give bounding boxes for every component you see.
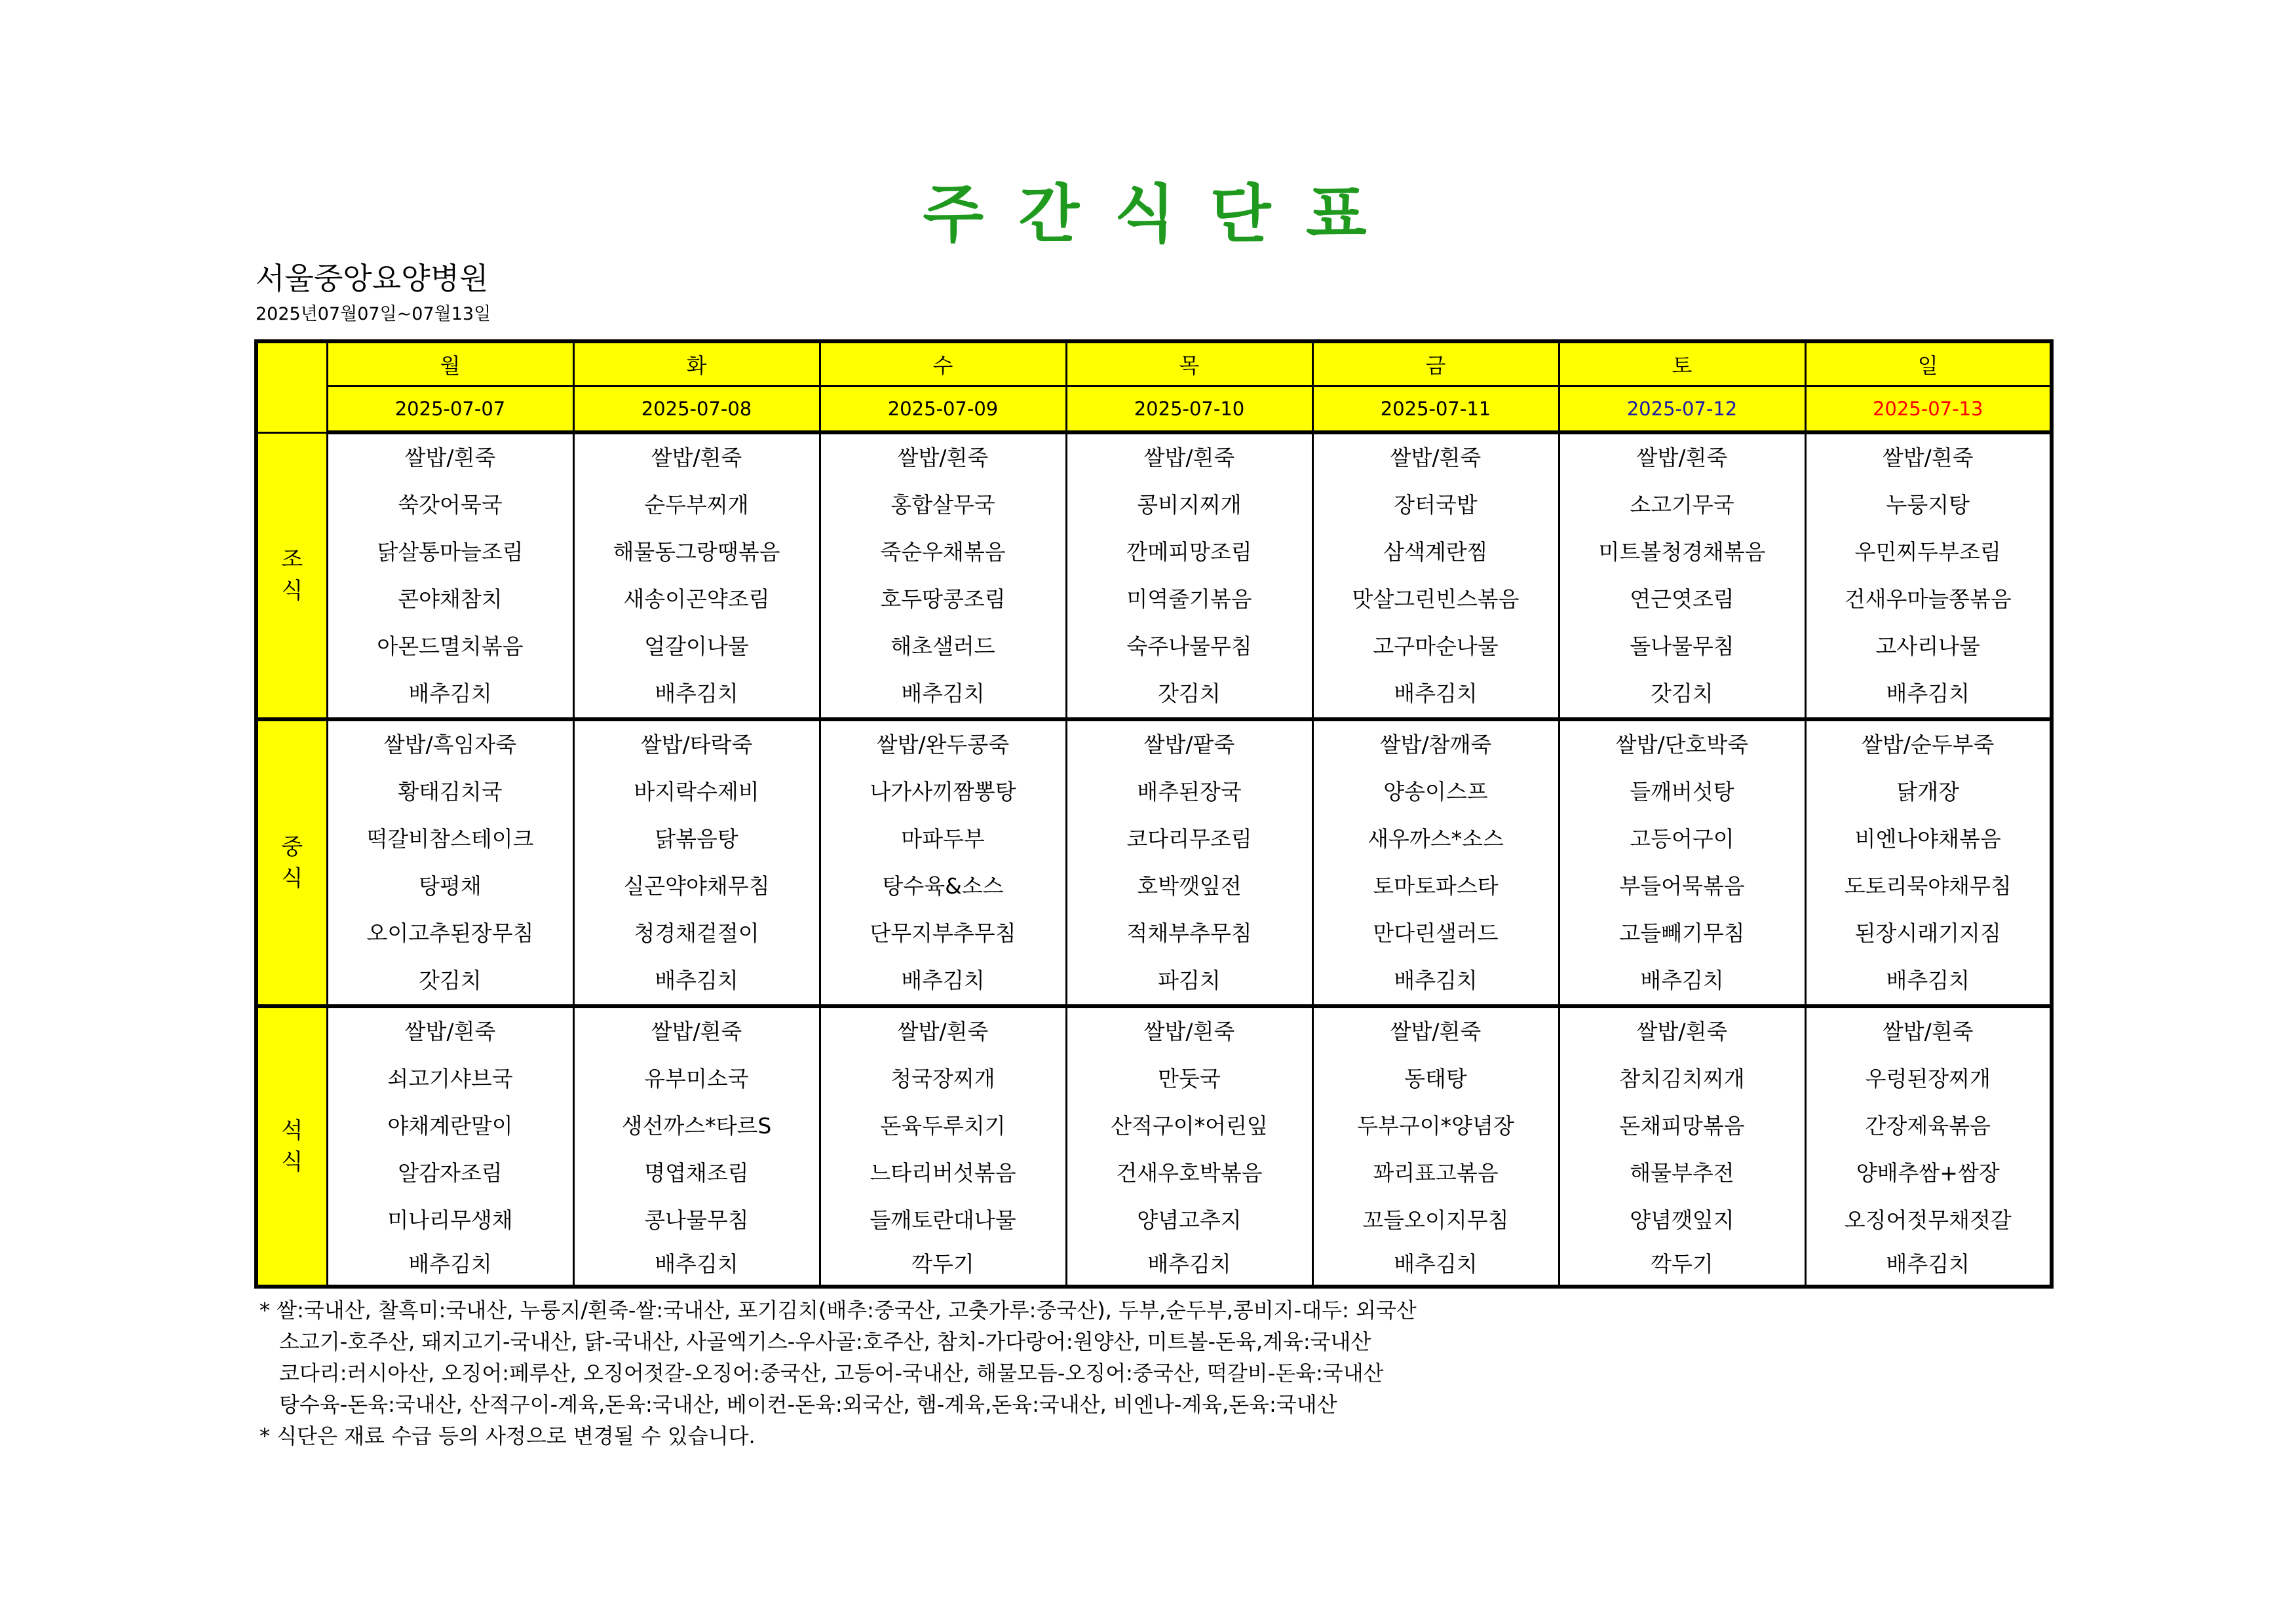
dish-cell: 닭살통마늘조림 xyxy=(327,529,573,576)
dish-cell: 콩비지찌개 xyxy=(1066,482,1312,529)
meal-label xyxy=(256,432,327,719)
meal-label xyxy=(256,1006,327,1287)
day-label: 일 xyxy=(1805,341,2052,387)
dish-cell: 고구마순나물 xyxy=(1312,623,1559,670)
dish-cell: 배추김치 xyxy=(1312,957,1559,1006)
dish-cell: 토마토파스타 xyxy=(1312,863,1559,910)
dish-cell: 연근엿조림 xyxy=(1559,576,1805,623)
meal-label-char: 식 xyxy=(281,578,303,605)
menu-row xyxy=(256,816,2052,863)
dish-cell: 쌀밥/흰죽 xyxy=(1805,1006,2052,1055)
dish-cell: 쌀밥/순두부죽 xyxy=(1805,719,2052,768)
dish-cell: 닭개장 xyxy=(1805,768,2052,816)
menu-row xyxy=(256,863,2052,910)
dish-cell: 마파두부 xyxy=(820,816,1066,863)
dish-cell: 쌀밥/흰죽 xyxy=(327,1006,573,1055)
dish-cell: 쌀밥/흑임자죽 xyxy=(327,719,573,768)
meal-label-char: 조 xyxy=(281,546,303,573)
dish-cell: 쌀밥/단호박죽 xyxy=(1559,719,1805,768)
dish-cell: 갓김치 xyxy=(1559,670,1805,719)
dish-cell: 코다리무조림 xyxy=(1066,816,1312,863)
dish-cell: 배추김치 xyxy=(820,670,1066,719)
dish-cell: 깍두기 xyxy=(1559,1244,1805,1287)
dish-cell: 청경채겉절이 xyxy=(573,910,820,957)
dish-cell: 해물부추전 xyxy=(1559,1150,1805,1197)
dish-cell: 실곤약야채무침 xyxy=(573,863,820,910)
dish-cell: 미나리무생채 xyxy=(327,1197,573,1244)
dish-cell: 알감자조림 xyxy=(327,1150,573,1197)
dish-cell: 돈육두루치기 xyxy=(820,1103,1066,1150)
note-line: 코다리:러시아산, 오징어:페루산, 오징어젓갈-오징어:중국산, 고등어-국내산, 해물모듬-오징어:중국산, 떡갈비-돈육:국내산 xyxy=(279,1361,1384,1386)
dish-cell: 오이고추된장무침 xyxy=(327,910,573,957)
dish-cell: 청국장찌개 xyxy=(820,1055,1066,1103)
dish-cell: 탕수육&소스 xyxy=(820,863,1066,910)
dish-cell: 된장시래기지짐 xyxy=(1805,910,2052,957)
note-line: * 쌀:국내산, 찰흑미:국내산, 누룽지/흰죽-쌀:국내산, 포기김치(배추:중국산, 고춧가루:중국산), 두부,순두부,콩비지-대두: 외국산 xyxy=(259,1298,1417,1323)
dish-cell: 적채부추무침 xyxy=(1066,910,1312,957)
day-label: 목 xyxy=(1066,341,1312,387)
menu-row xyxy=(256,1055,2052,1103)
dish-cell: 배추김치 xyxy=(573,1244,820,1287)
dish-cell: 느타리버섯볶음 xyxy=(820,1150,1066,1197)
note-line: 소고기-호주산, 돼지고기-국내산, 닭-국내산, 사골엑기스-우사골:호주산, 참치-가다랑어:원양산, 미트볼-돈육,계육:국내산 xyxy=(279,1329,1371,1354)
dish-cell: 양념고추지 xyxy=(1066,1197,1312,1244)
dish-cell: 고들빼기무침 xyxy=(1559,910,1805,957)
menu-row xyxy=(256,1244,2052,1287)
dish-cell: 배추김치 xyxy=(573,957,820,1006)
dish-cell: 깐메피망조림 xyxy=(1066,529,1312,576)
dish-cell: 탕평채 xyxy=(327,863,573,910)
dish-cell: 소고기무국 xyxy=(1559,482,1805,529)
dish-cell: 미역줄기볶음 xyxy=(1066,576,1312,623)
dish-cell: 새송이곤약조림 xyxy=(573,576,820,623)
dish-cell: 양념깻잎지 xyxy=(1559,1197,1805,1244)
dish-cell: 만둣국 xyxy=(1066,1055,1312,1103)
menu-row xyxy=(256,576,2052,623)
dish-cell: 우민찌두부조림 xyxy=(1805,529,2052,576)
menu-row xyxy=(256,957,2052,1006)
dish-cell: 들깨버섯탕 xyxy=(1559,768,1805,816)
dish-cell: 오징어젓무채젓갈 xyxy=(1805,1197,2052,1244)
meal-label-char: 석 xyxy=(281,1118,303,1144)
date-header-row xyxy=(256,387,2052,433)
dish-cell: 양배추쌈+쌈장 xyxy=(1805,1150,2052,1197)
dish-cell: 쌀밥/흰죽 xyxy=(573,432,820,482)
menu-row xyxy=(256,719,2052,768)
day-date: 2025-07-09 xyxy=(820,387,1066,433)
dish-cell: 쌀밥/팥죽 xyxy=(1066,719,1312,768)
page-title: 주 간 식 단 표 xyxy=(923,178,1373,251)
meal-label-char: 중 xyxy=(281,834,303,860)
menu-row xyxy=(256,1006,2052,1055)
day-date: 2025-07-10 xyxy=(1066,387,1312,433)
dish-cell: 고사리나물 xyxy=(1805,623,2052,670)
dish-cell: 배추김치 xyxy=(1066,1244,1312,1287)
dish-cell: 닭볶음탕 xyxy=(573,816,820,863)
dish-cell: 배추김치 xyxy=(820,957,1066,1006)
dish-cell: 들깨토란대나물 xyxy=(820,1197,1066,1244)
dish-cell: 쑥갓어묵국 xyxy=(327,482,573,529)
dish-cell: 배추김치 xyxy=(1805,670,2052,719)
day-date: 2025-07-07 xyxy=(327,387,573,433)
dish-cell: 죽순우채볶음 xyxy=(820,529,1066,576)
dish-cell: 쌀밥/흰죽 xyxy=(1805,432,2052,482)
dish-cell: 건새우호박볶음 xyxy=(1066,1150,1312,1197)
menu-row xyxy=(256,432,2052,482)
dish-cell: 숙주나물무침 xyxy=(1066,623,1312,670)
meal-label xyxy=(256,719,327,1006)
dish-cell: 얼갈이나물 xyxy=(573,623,820,670)
dish-cell: 양송이스프 xyxy=(1312,768,1559,816)
dish-cell: 만다린샐러드 xyxy=(1312,910,1559,957)
dish-cell: 콘야채참치 xyxy=(327,576,573,623)
dish-cell: 부들어묵볶음 xyxy=(1559,863,1805,910)
dish-cell: 해초샐러드 xyxy=(820,623,1066,670)
menu-row xyxy=(256,910,2052,957)
dish-cell: 장터국밥 xyxy=(1312,482,1559,529)
dish-cell: 배추김치 xyxy=(327,1244,573,1287)
dish-cell: 쌀밥/흰죽 xyxy=(573,1006,820,1055)
dish-cell: 황태김치국 xyxy=(327,768,573,816)
dish-cell: 배추된장국 xyxy=(1066,768,1312,816)
menu-row xyxy=(256,482,2052,529)
dish-cell: 간장제육볶음 xyxy=(1805,1103,2052,1150)
dish-cell: 생선까스*타르S xyxy=(573,1103,820,1150)
dish-cell: 우렁된장찌개 xyxy=(1805,1055,2052,1103)
dish-cell: 쌀밥/흰죽 xyxy=(1559,1006,1805,1055)
dish-cell: 호두땅콩조림 xyxy=(820,576,1066,623)
menu-period: 2025년07월07일~07월13일 xyxy=(256,304,491,324)
dish-cell: 야채계란말이 xyxy=(327,1103,573,1150)
menu-row xyxy=(256,1150,2052,1197)
dish-cell: 쇠고기샤브국 xyxy=(327,1055,573,1103)
dish-cell: 깍두기 xyxy=(820,1244,1066,1287)
day-label: 월 xyxy=(327,341,573,387)
dish-cell: 유부미소국 xyxy=(573,1055,820,1103)
meal-label-char: 식 xyxy=(281,865,303,892)
weekly-menu-table xyxy=(254,339,2054,1289)
dish-cell: 나가사끼짬뽕탕 xyxy=(820,768,1066,816)
dish-cell: 배추김치 xyxy=(1805,1244,2052,1287)
dish-cell: 갓김치 xyxy=(327,957,573,1006)
menu-row xyxy=(256,529,2052,576)
dish-cell: 순두부찌개 xyxy=(573,482,820,529)
menu-row xyxy=(256,1103,2052,1150)
dish-cell: 배추김치 xyxy=(1805,957,2052,1006)
dish-cell: 배추김치 xyxy=(1312,1244,1559,1287)
day-label: 수 xyxy=(820,341,1066,387)
dish-cell: 비엔나야채볶음 xyxy=(1805,816,2052,863)
dish-cell: 꽈리표고볶음 xyxy=(1312,1150,1559,1197)
dish-cell: 배추김치 xyxy=(327,670,573,719)
dish-cell: 쌀밥/타락죽 xyxy=(573,719,820,768)
dish-cell: 바지락수제비 xyxy=(573,768,820,816)
day-header-row xyxy=(256,341,2052,387)
dish-cell: 쌀밥/흰죽 xyxy=(1312,1006,1559,1055)
dish-cell: 단무지부추무침 xyxy=(820,910,1066,957)
dish-cell: 도토리묵야채무침 xyxy=(1805,863,2052,910)
dish-cell: 쌀밥/흰죽 xyxy=(820,1006,1066,1055)
dish-cell: 배추김치 xyxy=(1312,670,1559,719)
dish-cell: 쌀밥/흰죽 xyxy=(820,432,1066,482)
day-date: 2025-07-12 xyxy=(1559,387,1805,433)
day-date: 2025-07-11 xyxy=(1312,387,1559,433)
dish-cell: 떡갈비참스테이크 xyxy=(327,816,573,863)
menu-row xyxy=(256,768,2052,816)
dish-cell: 쌀밥/완두콩죽 xyxy=(820,719,1066,768)
day-label: 화 xyxy=(573,341,820,387)
dish-cell: 누룽지탕 xyxy=(1805,482,2052,529)
dish-cell: 고등어구이 xyxy=(1559,816,1805,863)
dish-cell: 돈채피망볶음 xyxy=(1559,1103,1805,1150)
dish-cell: 콩나물무침 xyxy=(573,1197,820,1244)
dish-cell: 새우까스*소스 xyxy=(1312,816,1559,863)
dish-cell: 산적구이*어린잎 xyxy=(1066,1103,1312,1150)
day-date: 2025-07-13 xyxy=(1805,387,2052,433)
dish-cell: 꼬들오이지무침 xyxy=(1312,1197,1559,1244)
day-date: 2025-07-08 xyxy=(573,387,820,433)
dish-cell: 쌀밥/흰죽 xyxy=(1066,1006,1312,1055)
dish-cell: 갓김치 xyxy=(1066,670,1312,719)
dish-cell: 파김치 xyxy=(1066,957,1312,1006)
day-label: 토 xyxy=(1559,341,1805,387)
dish-cell: 맛살그린빈스볶음 xyxy=(1312,576,1559,623)
dish-cell: 삼색계란찜 xyxy=(1312,529,1559,576)
dish-cell: 두부구이*양념장 xyxy=(1312,1103,1559,1150)
dish-cell: 배추김치 xyxy=(1559,957,1805,1006)
note-line: * 식단은 재료 수급 등의 사정으로 변경될 수 있습니다. xyxy=(259,1424,756,1448)
dish-cell: 건새우마늘쫑볶음 xyxy=(1805,576,2052,623)
menu-row xyxy=(256,1197,2052,1244)
dish-cell: 해물동그랑땡볶음 xyxy=(573,529,820,576)
dish-cell: 쌀밥/흰죽 xyxy=(1066,432,1312,482)
menu-row xyxy=(256,670,2052,719)
day-label: 금 xyxy=(1312,341,1559,387)
meal-label-char: 식 xyxy=(281,1149,303,1175)
menu-row xyxy=(256,623,2052,670)
dish-cell: 호박깻잎전 xyxy=(1066,863,1312,910)
dish-cell: 쌀밥/흰죽 xyxy=(1559,432,1805,482)
corner-cell xyxy=(256,341,327,432)
dish-cell: 명엽채조림 xyxy=(573,1150,820,1197)
ingredient-origin-notes xyxy=(259,1294,2094,1452)
dish-cell: 쌀밥/흰죽 xyxy=(327,432,573,482)
dish-cell: 쌀밥/참깨죽 xyxy=(1312,719,1559,768)
dish-cell: 쌀밥/흰죽 xyxy=(1312,432,1559,482)
hospital-name: 서울중앙요양병원 xyxy=(256,261,489,296)
dish-cell: 참치김치찌개 xyxy=(1559,1055,1805,1103)
dish-cell: 홍합살무국 xyxy=(820,482,1066,529)
note-line: 탕수육-돈육:국내산, 산적구이-계육,돈육:국내산, 베이컨-돈육:외국산, 햄-계육,돈육:국내산, 비엔나-계육,돈육:국내산 xyxy=(279,1392,1337,1417)
dish-cell: 아몬드멸치볶음 xyxy=(327,623,573,670)
dish-cell: 배추김치 xyxy=(573,670,820,719)
dish-cell: 돌나물무침 xyxy=(1559,623,1805,670)
dish-cell: 미트볼청경채볶음 xyxy=(1559,529,1805,576)
dish-cell: 동태탕 xyxy=(1312,1055,1559,1103)
